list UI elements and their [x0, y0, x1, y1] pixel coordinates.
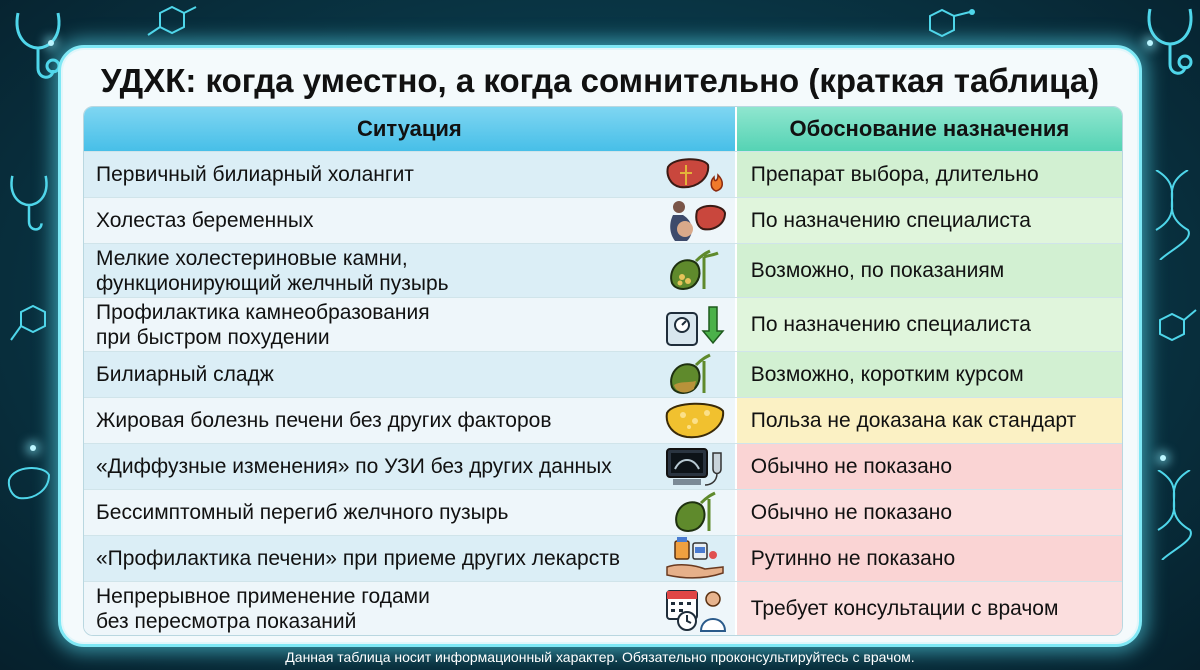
gallbladder-icon — [665, 492, 727, 534]
scale-down-arrow-icon — [665, 304, 727, 346]
table-row — [84, 297, 1122, 351]
reason-cell: По назначению специалиста — [735, 198, 1122, 243]
reason-cell: Препарат выбора, длительно — [735, 152, 1122, 197]
gallbladder-stones-icon — [665, 250, 727, 292]
table-row — [84, 535, 1122, 581]
situation-text: «Профилактика печени» при приеме других лекарств — [96, 547, 620, 570]
situation-cell — [84, 398, 735, 443]
molecule-icon — [1150, 300, 1200, 360]
situation-text: «Диффузные изменения» по УЗИ без других данных — [96, 455, 612, 478]
situation-text: Жировая болезнь печени без других факторов — [96, 409, 552, 432]
reason-cell: Требует консультации с врачом — [735, 582, 1122, 635]
pills-hand-icon — [665, 538, 727, 580]
situation-cell — [84, 198, 735, 243]
sparkle — [48, 40, 54, 46]
sparkle — [1160, 455, 1166, 461]
situation-cell — [84, 444, 735, 489]
table-row — [84, 151, 1122, 197]
molecule-icon — [910, 8, 980, 48]
situation-text: Холестаз беременных — [96, 209, 314, 232]
table-row — [84, 243, 1122, 297]
liver-fire-icon — [665, 154, 727, 196]
reason-cell: Рутинно не показано — [735, 536, 1122, 581]
header-reason: Обоснование назначения — [735, 107, 1122, 151]
table-row — [84, 489, 1122, 535]
reason-cell: Возможно, коротким курсом — [735, 352, 1122, 397]
situation-cell — [84, 152, 735, 197]
ultrasound-icon — [665, 446, 727, 488]
stethoscope-icon — [4, 170, 54, 240]
situation-text: Мелкие холестериновые камни, функционирующий желчный пузырь — [96, 246, 449, 295]
reason-cell: Обычно не показано — [735, 490, 1122, 535]
situation-cell — [84, 244, 735, 297]
table-row — [84, 581, 1122, 635]
disclaimer: Данная таблица носит информационный характер. Обязательно проконсультируйтесь с врачом. — [285, 649, 915, 665]
situation-text: Бессимптомный перегиб желчного пузырь — [96, 501, 509, 524]
situation-cell — [84, 536, 735, 581]
table-row — [84, 443, 1122, 489]
situation-text: Первичный билиарный холангит — [96, 163, 414, 186]
gallbladder-sludge-icon — [665, 354, 727, 396]
molecule-icon — [6, 300, 56, 350]
situation-cell — [84, 490, 735, 535]
molecule-icon — [140, 5, 200, 45]
situation-text: Профилактика камнеобразования при быстром похудении — [96, 300, 430, 349]
table-body — [84, 151, 1122, 635]
content-card — [58, 45, 1142, 647]
fatty-liver-icon — [665, 400, 727, 442]
situation-cell — [84, 352, 735, 397]
dna-icon — [1152, 470, 1196, 560]
page-title: УДХК: когда уместно, а когда сомнительно (краткая таблица) — [100, 62, 1100, 99]
comparison-table — [83, 106, 1123, 636]
situation-text: Билиарный сладж — [96, 363, 274, 386]
reason-cell: Возможно, по показаниям — [735, 244, 1122, 297]
situation-cell — [84, 582, 735, 635]
calendar-doctor-icon — [665, 588, 727, 630]
header-situation: Ситуация — [84, 107, 735, 151]
pregnant-liver-icon — [665, 200, 727, 242]
situation-text: Непрерывное применение годами без пересмотра показаний — [96, 584, 430, 633]
situation-cell — [84, 298, 735, 351]
liver-outline-icon — [4, 460, 54, 510]
sparkle — [30, 445, 36, 451]
dna-icon — [1150, 170, 1194, 260]
table-row — [84, 197, 1122, 243]
sparkle — [1147, 40, 1153, 46]
reason-cell: Польза не доказана как стандарт — [735, 398, 1122, 443]
reason-cell: Обычно не показано — [735, 444, 1122, 489]
table-header — [84, 107, 1122, 151]
reason-cell: По назначению специалиста — [735, 298, 1122, 351]
table-row — [84, 351, 1122, 397]
table-row — [84, 397, 1122, 443]
